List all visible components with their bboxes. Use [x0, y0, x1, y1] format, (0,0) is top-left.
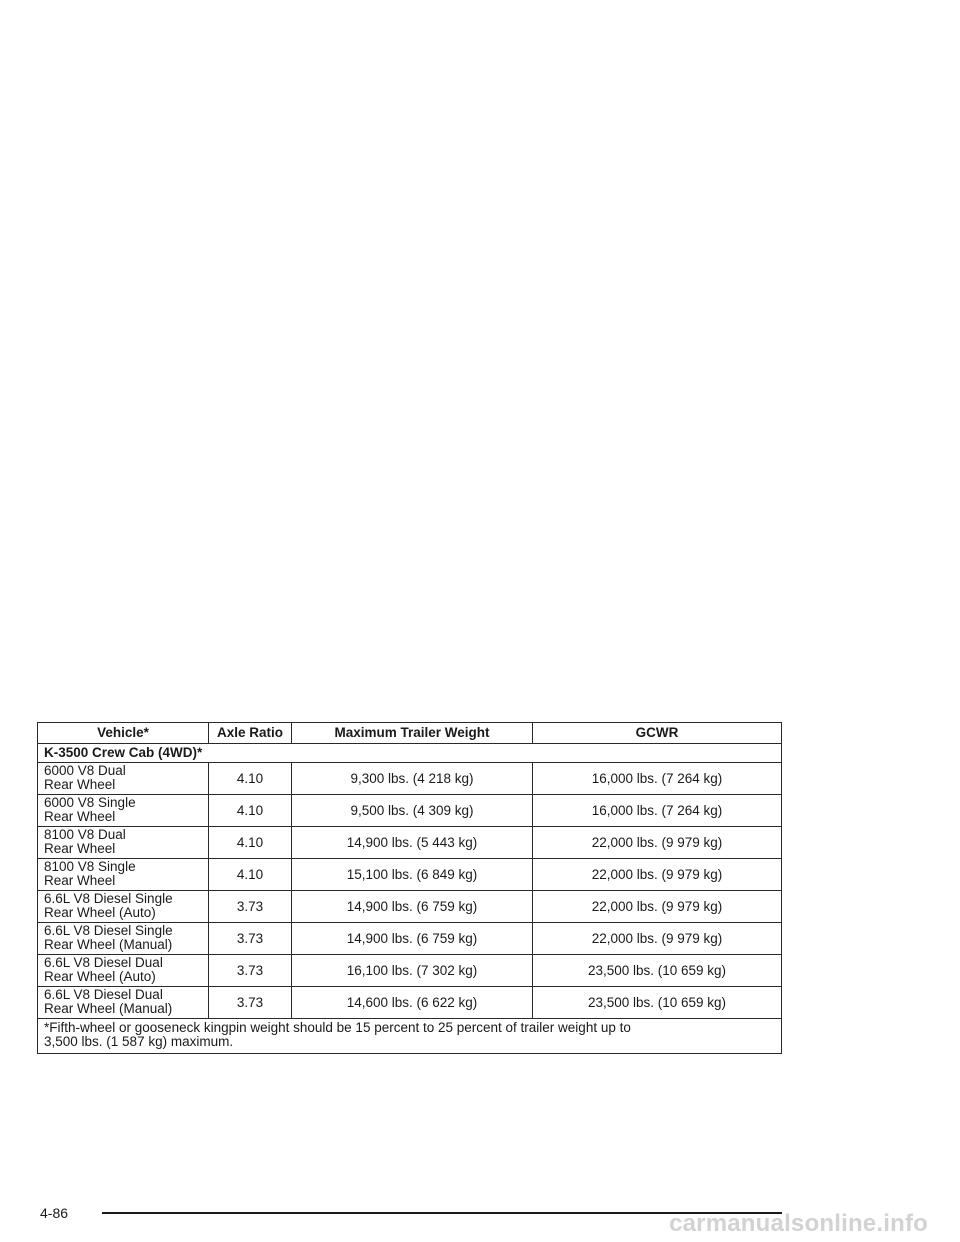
footnote-line: *Fifth-wheel or gooseneck kingpin weight should be 15 percent to 25 percent of trailer weight up to — [44, 1020, 631, 1035]
gcwr-cell: 22,000 lbs. (9 979 kg) — [533, 827, 782, 859]
gcwr-cell: 23,500 lbs. (10 659 kg) — [533, 987, 782, 1019]
table-row — [38, 955, 782, 987]
trailer-weight-cell: 15,100 lbs. (6 849 kg) — [292, 859, 533, 891]
table-row — [38, 827, 782, 859]
footnote-line: 3,500 lbs. (1 587 kg) maximum. — [44, 1034, 234, 1049]
gcwr-cell: 22,000 lbs. (9 979 kg) — [533, 859, 782, 891]
gcwr-cell: 16,000 lbs. (7 264 kg) — [533, 795, 782, 827]
trailer-weight-cell: 14,900 lbs. (6 759 kg) — [292, 923, 533, 955]
table-row — [38, 795, 782, 827]
footnote-cell — [38, 1019, 782, 1054]
vehicle-line: 6000 V8 Dual — [44, 763, 126, 778]
trailer-weight-cell: 14,900 lbs. (6 759 kg) — [292, 891, 533, 923]
trailer-weight-cell: 14,600 lbs. (6 622 kg) — [292, 987, 533, 1019]
vehicle-cell — [38, 923, 209, 955]
axle-ratio-cell: 4.10 — [209, 827, 292, 859]
vehicle-line: 6.6L V8 Diesel Single — [44, 891, 173, 906]
footnote-row — [38, 1019, 782, 1054]
trailer-weight-cell: 16,100 lbs. (7 302 kg) — [292, 955, 533, 987]
vehicle-cell — [38, 987, 209, 1019]
vehicle-line: 8100 V8 Dual — [44, 827, 126, 842]
axle-ratio-cell: 4.10 — [209, 795, 292, 827]
vehicle-line: 6.6L V8 Diesel Dual — [44, 955, 163, 970]
vehicle-line: Rear Wheel — [44, 809, 116, 824]
vehicle-cell — [38, 955, 209, 987]
trailer-weight-table — [37, 722, 782, 1054]
axle-ratio-cell: 3.73 — [209, 891, 292, 923]
header-max-trailer-weight: Maximum Trailer Weight — [292, 723, 533, 744]
vehicle-line: Rear Wheel (Manual) — [44, 1001, 173, 1016]
axle-ratio-cell: 4.10 — [209, 859, 292, 891]
vehicle-line: 8100 V8 Single — [44, 859, 136, 874]
gcwr-cell: 22,000 lbs. (9 979 kg) — [533, 891, 782, 923]
header-vehicle: Vehicle* — [38, 723, 209, 744]
table-header-row — [38, 723, 782, 744]
table-row — [38, 987, 782, 1019]
vehicle-cell — [38, 795, 209, 827]
table-row — [38, 923, 782, 955]
axle-ratio-cell: 3.73 — [209, 955, 292, 987]
gcwr-cell: 16,000 lbs. (7 264 kg) — [533, 763, 782, 795]
vehicle-line: 6000 V8 Single — [44, 795, 136, 810]
vehicle-line: Rear Wheel (Auto) — [44, 969, 156, 984]
axle-ratio-cell: 4.10 — [209, 763, 292, 795]
trailer-weight-cell: 9,300 lbs. (4 218 kg) — [292, 763, 533, 795]
header-gcwr: GCWR — [533, 723, 782, 744]
vehicle-line: Rear Wheel — [44, 777, 116, 792]
vehicle-cell — [38, 827, 209, 859]
table-row — [38, 891, 782, 923]
axle-ratio-cell: 3.73 — [209, 987, 292, 1019]
gcwr-cell: 22,000 lbs. (9 979 kg) — [533, 923, 782, 955]
header-axle-ratio: Axle Ratio — [209, 723, 292, 744]
trailer-weight-cell: 14,900 lbs. (5 443 kg) — [292, 827, 533, 859]
vehicle-line: Rear Wheel — [44, 841, 116, 856]
table-row — [38, 859, 782, 891]
vehicle-line: Rear Wheel — [44, 873, 116, 888]
watermark-logo: carmanualsonline.info — [669, 1210, 928, 1237]
vehicle-line: Rear Wheel (Manual) — [44, 937, 173, 952]
section-row — [38, 744, 782, 763]
vehicle-cell — [38, 859, 209, 891]
vehicle-cell — [38, 763, 209, 795]
axle-ratio-cell: 3.73 — [209, 923, 292, 955]
vehicle-line: 6.6L V8 Diesel Dual — [44, 987, 163, 1002]
vehicle-line: Rear Wheel (Auto) — [44, 905, 156, 920]
table-row — [38, 763, 782, 795]
section-title: K-3500 Crew Cab (4WD)* — [38, 744, 782, 763]
gcwr-cell: 23,500 lbs. (10 659 kg) — [533, 955, 782, 987]
vehicle-cell — [38, 891, 209, 923]
trailer-weight-cell: 9,500 lbs. (4 309 kg) — [292, 795, 533, 827]
vehicle-line: 6.6L V8 Diesel Single — [44, 923, 173, 938]
page-number: 4-86 — [40, 1205, 69, 1221]
